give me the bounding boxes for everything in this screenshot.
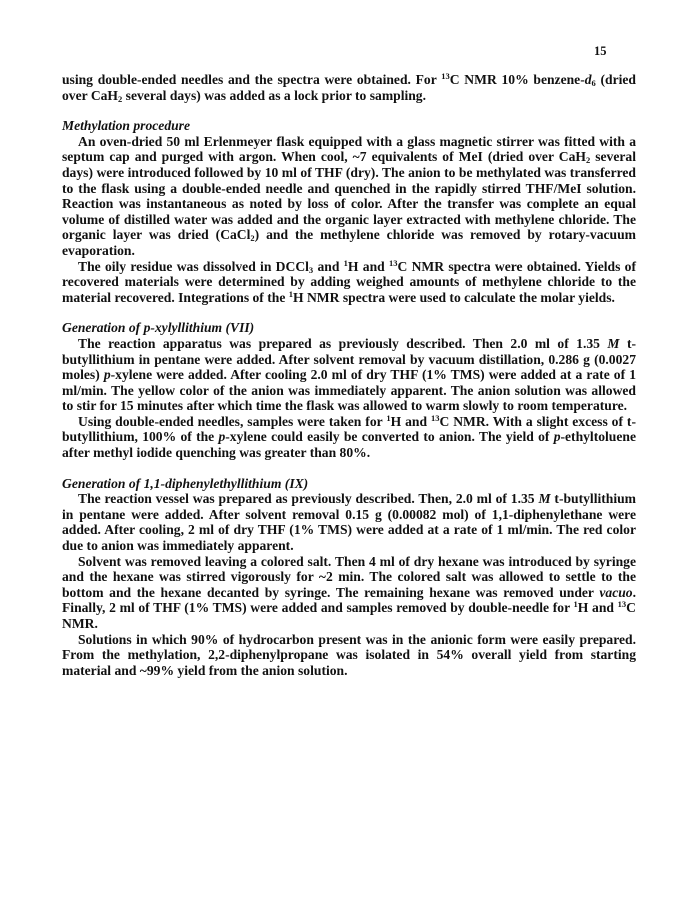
section-heading-diphenylethyllithium: Generation of 1,1-diphenylethyllithium (IX) <box>62 475 309 491</box>
diphenyl-paragraph-3: Solutions in which 90% of hydrocarbon present was in the anionic form were easily prepared. From the methylation, 2,2-diphenylpropane was isolated in 54% overall yield from starting material and ~99% yield from the anion solution. <box>62 631 636 678</box>
section-heading-xylyllithium: Generation of p-xylyllithium (VII) <box>62 320 255 336</box>
methylation-paragraph-2: The oily residue was dissolved in DCCl$_3$ and $^1$H and $^{13}$C NMR spectra were obtained. Yields of recovered materials were determined by adding weighed amounts of methylene chloride to the material recovered. Integrations of the $^1$H NMR spectra were used to calculate the molar yields. <box>62 257 637 305</box>
diphenyl-paragraph-2: Solvent was removed leaving a colored salt. Then 4 ml of dry hexane was introduced by syringe and the hexane was stirred vigorously for ~2 min. The colored salt was allowed to settle to the bottom and the hexane decanted by syringe. The remaining hexane was removed under vacuo. Finally, 2 ml of THF (1% TMS) were added and samples removed by double-needle for $^1$H and $^{13}$C NMR. <box>62 553 636 631</box>
methylation-paragraph-1: An oven-dried 50 ml Erlenmeyer flask equipped with a glass magnetic stirrer was fitted with a septum cap and purged with argon. When cool, ~7 equivalents of MeI (dried over CaH$_2$ several days) were introduced followed by 10 ml of THF (dry). The anion to be methylated was transferred to the flask using a double-ended needle and quenched in the rapidly stirred THF/MeI solution. Reaction was instantaneous as noted by loss of color. After the transfer was complete an equal volume of distilled water was added and the organic layer extracted with methylene chloride. The organic layer was dried (CaCl$_2$) and the methylene chloride was removed by rotary-vacuum evaporation. <box>62 133 636 258</box>
page-number: 15 <box>594 44 607 58</box>
xylyl-paragraph-2: Using double-ended needles, samples were taken for $^1$H and $^{13}$C NMR. With a slight excess of t-butyllithium, 100% of the p-xylene could easily be converted to anion. The yield of p-ethyltoluene after methyl iodide quenching was greater than 80%. <box>62 412 636 461</box>
xylyl-paragraph-1: The reaction apparatus was prepared as previously described. Then 2.0 ml of 1.35 M t-butyllithium in pentane were added. After solvent removal by vacuum distillation, 0.286 g (0.0027 moles) p-xylene were added. After cooling 2.0 ml of dry THF (1% TMS) were added at a rate of 1 ml/min. The yellow color of the anion was immediately apparent. The anion solution was allowed to stir for 15 minutes after which time the flask was allowed to warm slowly to room temperature. <box>62 335 636 414</box>
intro-paragraph: using double-ended needles and the spectra were obtained. For $^{13}$C NMR 10% benzene-$d_6$ (dried over CaH$_2$ several days) was added as a lock prior to sampling. <box>62 71 636 104</box>
diphenyl-paragraph-1: The reaction vessel was prepared as previously described. Then, 2.0 ml of 1.35 M t-butyllithium in pentane were added. After solvent removal 0.15 g (0.00082 mol) of 1,1-diphenylethane were added. After cooling, 2 ml of dry THF (1% TMS) were added at a rate of 1 ml/min. The red color due to anion was immediately apparent. <box>62 491 636 554</box>
page-body <box>62 72 636 678</box>
section-heading-methylation: Methylation procedure <box>62 118 191 134</box>
